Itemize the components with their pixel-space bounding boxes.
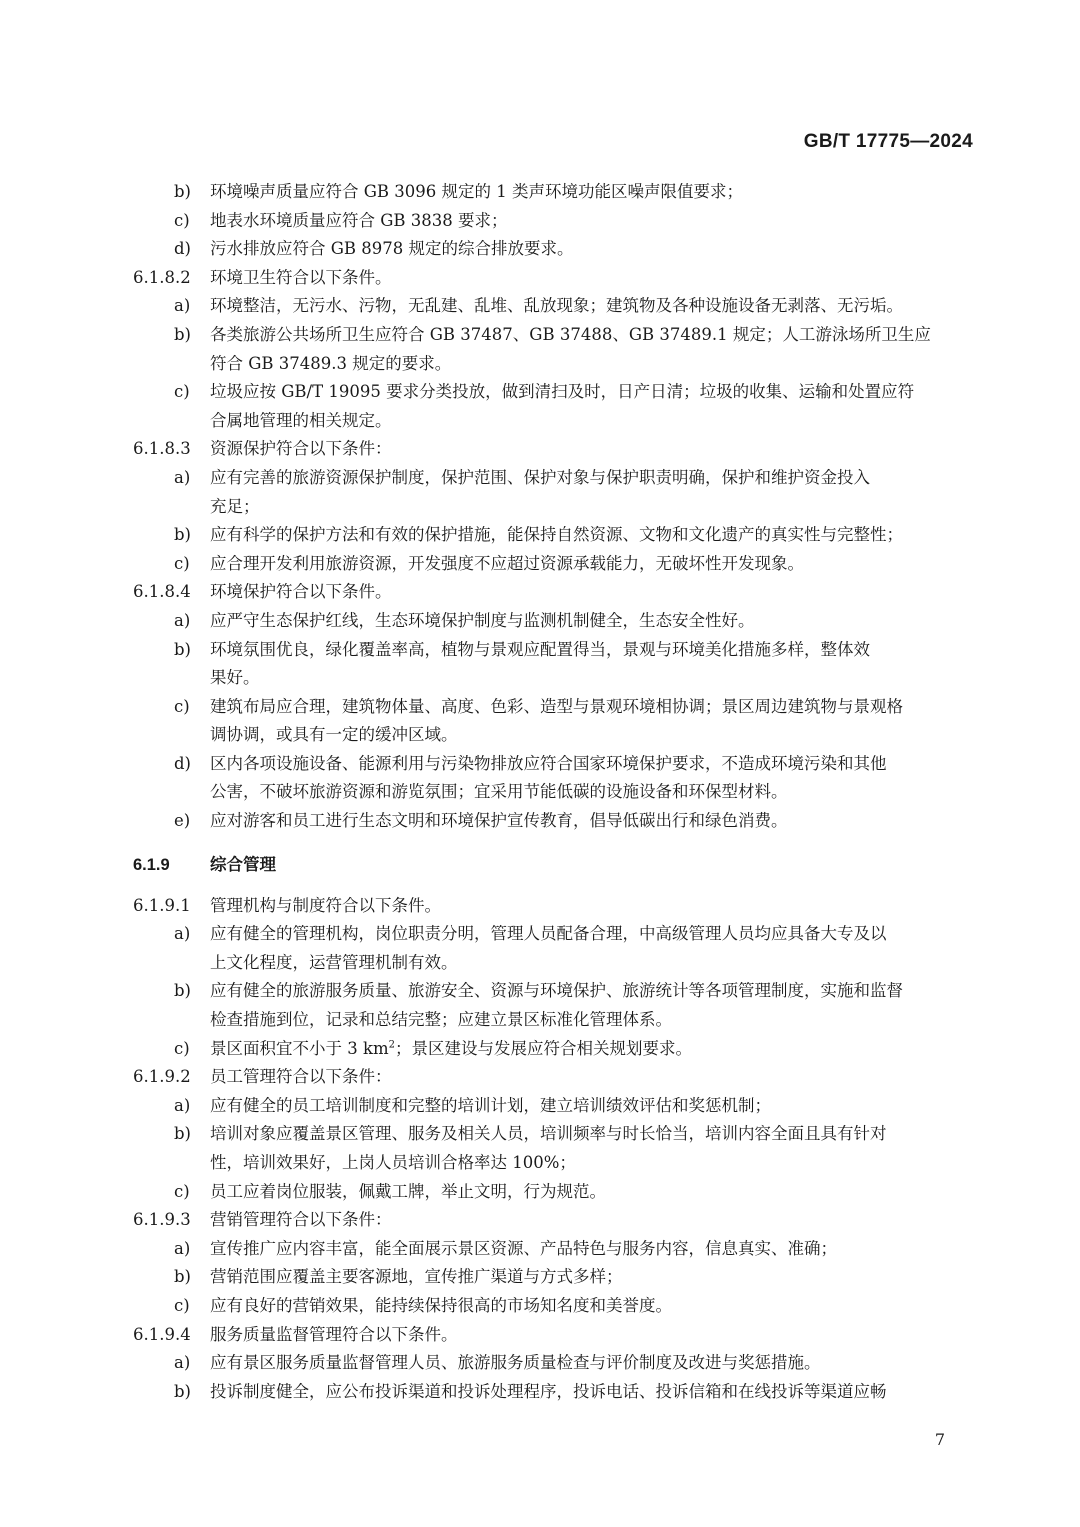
line-text: 培训对象应覆盖景区管理、服务及相关人员，培训频率与时长恰当，培训内容全面且具有针对 — [210, 1124, 887, 1144]
line-text: 符合 GB 37489.3 规定的要求。 — [210, 353, 452, 373]
list-item — [0, 1349, 1080, 1378]
clause-number: 6.1.9.4 — [133, 1324, 191, 1344]
line-text: 环境氛围优良，绿化覆盖率高，植物与景观应配置得当，景观与环境美化措施多样，整体效 — [210, 639, 870, 659]
line-text: 投诉制度健全，应公布投诉渠道和投诉处理程序，投诉电话、投诉信箱和在线投诉等渠道应畅 — [210, 1381, 887, 1401]
line-text: 应有科学的保护方法和有效的保护措施，能保持自然资源、文物和文化遗产的真实性与完整性； — [210, 525, 903, 545]
item-label: b) — [174, 1124, 191, 1144]
list-item — [0, 607, 1080, 636]
list-item — [0, 977, 1080, 1006]
line-text: 营销管理符合以下条件： — [210, 1210, 392, 1230]
line-text: 环境整洁，无污水、污物，无乱建、乱堆、乱放现象；建筑物及各种设施设备无剥落、无污垢。 — [210, 296, 903, 316]
item-label: e) — [174, 811, 191, 831]
line-text: 上文化程度，运营管理机制有效。 — [210, 952, 458, 972]
list-item — [0, 178, 1080, 207]
item-label: b) — [174, 639, 191, 659]
line-text: 资源保护符合以下条件： — [210, 439, 392, 459]
line-text: 应有健全的旅游服务质量、旅游安全、资源与环境保护、旅游统计等各项管理制度，实施和监督 — [210, 981, 903, 1001]
page-number: 7 — [934, 1430, 945, 1449]
line-text: 应有健全的员工培训制度和完整的培训计划，建立培训绩效评估和奖惩机制； — [210, 1095, 771, 1115]
item-label: b) — [174, 525, 191, 545]
line-text: 环境卫生符合以下条件。 — [210, 267, 392, 287]
superscript: 2 — [388, 1039, 396, 1051]
item-label: a) — [174, 610, 191, 630]
line-text: 应有健全的管理机构，岗位职责分明，管理人员配备合理，中高级管理人员均应具备大专及以 — [210, 924, 887, 944]
item-label: d) — [174, 239, 191, 259]
item-label: a) — [174, 467, 191, 487]
text-segment: ；景区建设与发展应符合相关规划要求。 — [395, 1038, 693, 1058]
list-item — [0, 1035, 1080, 1064]
list-item — [0, 750, 1080, 779]
list-item — [0, 321, 1080, 350]
standard-code: GB/T 17775—2024 — [803, 131, 973, 152]
line-text: 员工应着岗位服装，佩戴工牌，举止文明，行为规范。 — [210, 1181, 606, 1201]
line-text: 宣传推广应内容丰富，能全面展示景区资源、产品特色与服务内容，信息真实、准确； — [210, 1238, 837, 1258]
list-item — [0, 1378, 1080, 1407]
line-text: 环境噪声质量应符合 GB 3096 规定的 1 类声环境功能区噪声限值要求； — [210, 182, 744, 201]
item-label: c) — [174, 1181, 190, 1201]
line-text: 员工管理符合以下条件： — [210, 1067, 392, 1087]
line-text: 调协调，或具有一定的缓冲区域。 — [210, 725, 458, 745]
clause-line — [0, 892, 1080, 921]
line-text: 应严守生态保护红线，生态环境保护制度与监测机制健全，生态安全性好。 — [210, 610, 755, 630]
clause-number: 6.1.9 — [133, 855, 170, 874]
list-item — [0, 636, 1080, 665]
list-item — [0, 920, 1080, 949]
list-item — [0, 292, 1080, 321]
line-text: 充足； — [210, 496, 260, 516]
clause-line — [0, 1206, 1080, 1235]
list-item — [0, 550, 1080, 579]
list-item — [0, 1292, 1080, 1321]
line-text: 应对游客和员工进行生态文明和环境保护宣传教育，倡导低碳出行和绿色消费。 — [210, 811, 788, 831]
item-label: a) — [174, 296, 191, 316]
item-label: a) — [174, 1238, 191, 1258]
continuation-line — [0, 664, 1080, 693]
list-item — [0, 1235, 1080, 1264]
item-label: b) — [174, 981, 191, 1001]
continuation-line — [0, 949, 1080, 978]
line-text: 污水排放应符合 GB 8978 规定的综合排放要求。 — [210, 239, 574, 259]
line-text: 应合理开发利用旅游资源，开发强度不应超过资源承载能力，无破坏性开发现象。 — [210, 553, 804, 573]
line-text: 应有良好的营销效果，能持续保持很高的市场知名度和美誉度。 — [210, 1295, 672, 1315]
line-text: 性，培训效果好，上岗人员培训合格率达 100%； — [210, 1153, 576, 1172]
item-label: c) — [174, 210, 190, 230]
list-item — [0, 464, 1080, 493]
section-heading — [0, 842, 1080, 888]
continuation-line — [0, 1006, 1080, 1035]
line-text: 应有完善的旅游资源保护制度，保护范围、保护对象与保护职责明确，保护和维护资金投入 — [210, 467, 870, 487]
line-text — [210, 1035, 692, 1064]
line-text: 各类旅游公共场所卫生应符合 GB 37487、GB 37488、GB 37489.1 规定；人工游泳场所卫生应 — [210, 324, 931, 344]
item-label: c) — [174, 696, 190, 716]
item-label: c) — [174, 382, 190, 402]
list-item — [0, 693, 1080, 722]
line-text: 环境保护符合以下条件。 — [210, 582, 392, 602]
line-text: 营销范围应覆盖主要客源地，宣传推广渠道与方式多样； — [210, 1267, 623, 1287]
line-text: 地表水环境质量应符合 GB 3838 要求； — [210, 210, 508, 230]
continuation-line — [0, 407, 1080, 436]
line-text: 公害，不破坏旅游资源和游览氛围；宜采用节能低碳的设施设备和环保型材料。 — [210, 782, 788, 802]
item-label: a) — [174, 1353, 191, 1373]
list-item — [0, 207, 1080, 236]
text-segment: 景区面积宜不小于 3 km — [210, 1038, 389, 1058]
clause-number: 6.1.9.3 — [133, 1210, 191, 1230]
clause-line — [0, 1063, 1080, 1092]
list-item — [0, 807, 1080, 836]
list-item — [0, 1178, 1080, 1207]
continuation-line — [0, 778, 1080, 807]
item-label: a) — [174, 1095, 191, 1115]
item-label: c) — [174, 1038, 190, 1058]
list-item — [0, 1263, 1080, 1292]
clause-number: 6.1.8.2 — [133, 267, 191, 287]
clause-number: 6.1.9.2 — [133, 1067, 191, 1087]
clause-number: 6.1.8.3 — [133, 439, 191, 459]
line-text: 检查措施到位，记录和总结完整；应建立景区标准化管理体系。 — [210, 1010, 672, 1030]
line-text: 区内各项设施设备、能源利用与污染物排放应符合国家环境保护要求，不造成环境污染和其他 — [210, 753, 887, 773]
line-text: 综合管理 — [210, 855, 276, 874]
line-text: 应有景区服务质量监督管理人员、旅游服务质量检查与评价制度及改进与奖惩措施。 — [210, 1353, 821, 1373]
item-label: b) — [174, 182, 191, 201]
clause-line — [0, 578, 1080, 607]
continuation-line — [0, 350, 1080, 379]
continuation-line — [0, 1149, 1080, 1178]
item-label: c) — [174, 553, 190, 573]
clause-line — [0, 435, 1080, 464]
line-text: 果好。 — [210, 668, 260, 688]
line-text: 建筑布局应合理，建筑物体量、高度、色彩、造型与景观环境相协调；景区周边建筑物与景观格 — [210, 696, 903, 716]
item-label: c) — [174, 1295, 190, 1315]
item-label: b) — [174, 1381, 191, 1401]
document-body — [0, 178, 1080, 1406]
clause-line — [0, 264, 1080, 293]
list-item — [0, 235, 1080, 264]
list-item — [0, 521, 1080, 550]
clause-number: 6.1.8.4 — [133, 582, 191, 602]
clause-number: 6.1.9.1 — [133, 895, 191, 915]
list-item — [0, 1092, 1080, 1121]
continuation-line — [0, 493, 1080, 522]
line-text: 管理机构与制度符合以下条件。 — [210, 895, 441, 915]
continuation-line — [0, 721, 1080, 750]
item-label: a) — [174, 924, 191, 944]
clause-line — [0, 1321, 1080, 1350]
line-text: 服务质量监督管理符合以下条件。 — [210, 1324, 458, 1344]
item-label: b) — [174, 324, 191, 344]
item-label: d) — [174, 753, 191, 773]
item-label: b) — [174, 1267, 191, 1287]
list-item — [0, 1120, 1080, 1149]
line-text: 垃圾应按 GB/T 19095 要求分类投放，做到清扫及时，日产日清；垃圾的收集、运输和处置应符 — [210, 382, 915, 402]
list-item — [0, 378, 1080, 407]
line-text: 合属地管理的相关规定。 — [210, 410, 392, 430]
